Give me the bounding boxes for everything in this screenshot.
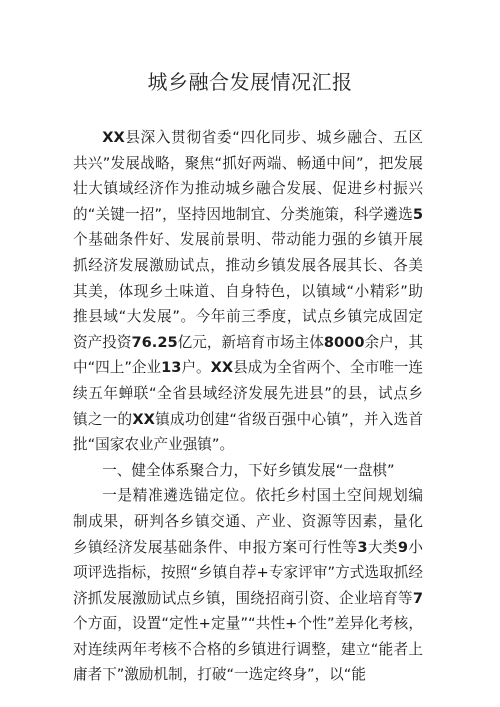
text-run: 个方面，设置“定性+定量”“共性+个性”差异化考核，对连续两年考核不合格的乡镇进行调整，建立“能者上庸者下”激励机制，打破“一选定终身”，以“能 [73, 615, 423, 684]
text-run: 镇成功创建“省级百强中心镇”，并入选首批“国家农业产业强镇”。 [73, 410, 423, 454]
text-run: 一、健全体系聚合力，下好乡镇发展“一盘棋” [102, 461, 395, 479]
bold-text-run: 8000 [323, 333, 365, 351]
text-run: 县成为全省两个、全市唯一连续五年蝉联“全省县域经济发展先进县”的县，试点乡镇之一的 [73, 359, 423, 428]
paragraph [73, 125, 423, 458]
text-run: 亿元，新培育市场主体 [177, 333, 324, 351]
bold-text-run: 5 [412, 205, 423, 223]
text-run: 大类 [367, 538, 398, 556]
document-body [73, 125, 423, 688]
text-run: 余户，其中“四上”企业 [73, 333, 423, 377]
paragraph [73, 483, 423, 688]
bold-text-run: XX [210, 359, 234, 377]
bold-text-run: 3 [357, 538, 368, 556]
bold-text-run: 9 [397, 538, 408, 556]
bold-text-run: 76.25 [131, 333, 178, 351]
bold-text-run: 13 [161, 359, 182, 377]
text-run: 个基础条件好、发展前景明、带动能力强的乡镇开展抓经济发展激励试点，推动乡镇发展各展其长、各美其美，体现乡土味道、自身特色，以镇域“小精彩”助推县域“大发展”。今年前三季度，试点乡镇完成固定资产投资 [73, 231, 423, 351]
paragraph [73, 458, 423, 484]
text-run: 县深入贯彻省委“四化同步、城乡融合、五区共兴”发展战略，聚焦“抓好两端、畅通中间”，把发展壮大镇域经济作为推动城乡融合发展、促进乡村振兴的“关键一招”，坚持因地制宜、分类施策，科学遴选 [73, 129, 423, 223]
text-run: 户。 [181, 359, 211, 377]
text-run: 小项评选指标，按照“乡镇自荐+专家评审”方式选取抓经济抓发展激励试点乡镇，围绕招商引资、企业培育等 [73, 538, 423, 607]
bold-text-run: XX [102, 129, 125, 146]
document-title: 城乡融合发展情况汇报 [147, 70, 353, 94]
text-run: 一是精准遴选锚定位。依托乡村国土空间规划编制成果，研判各乡镇交通、产业、资源等因素，量化乡镇经济发展基础条件、申报方案可行性等 [73, 487, 423, 556]
bold-text-run: 7 [412, 589, 423, 607]
bold-text-run: XX [132, 410, 155, 428]
